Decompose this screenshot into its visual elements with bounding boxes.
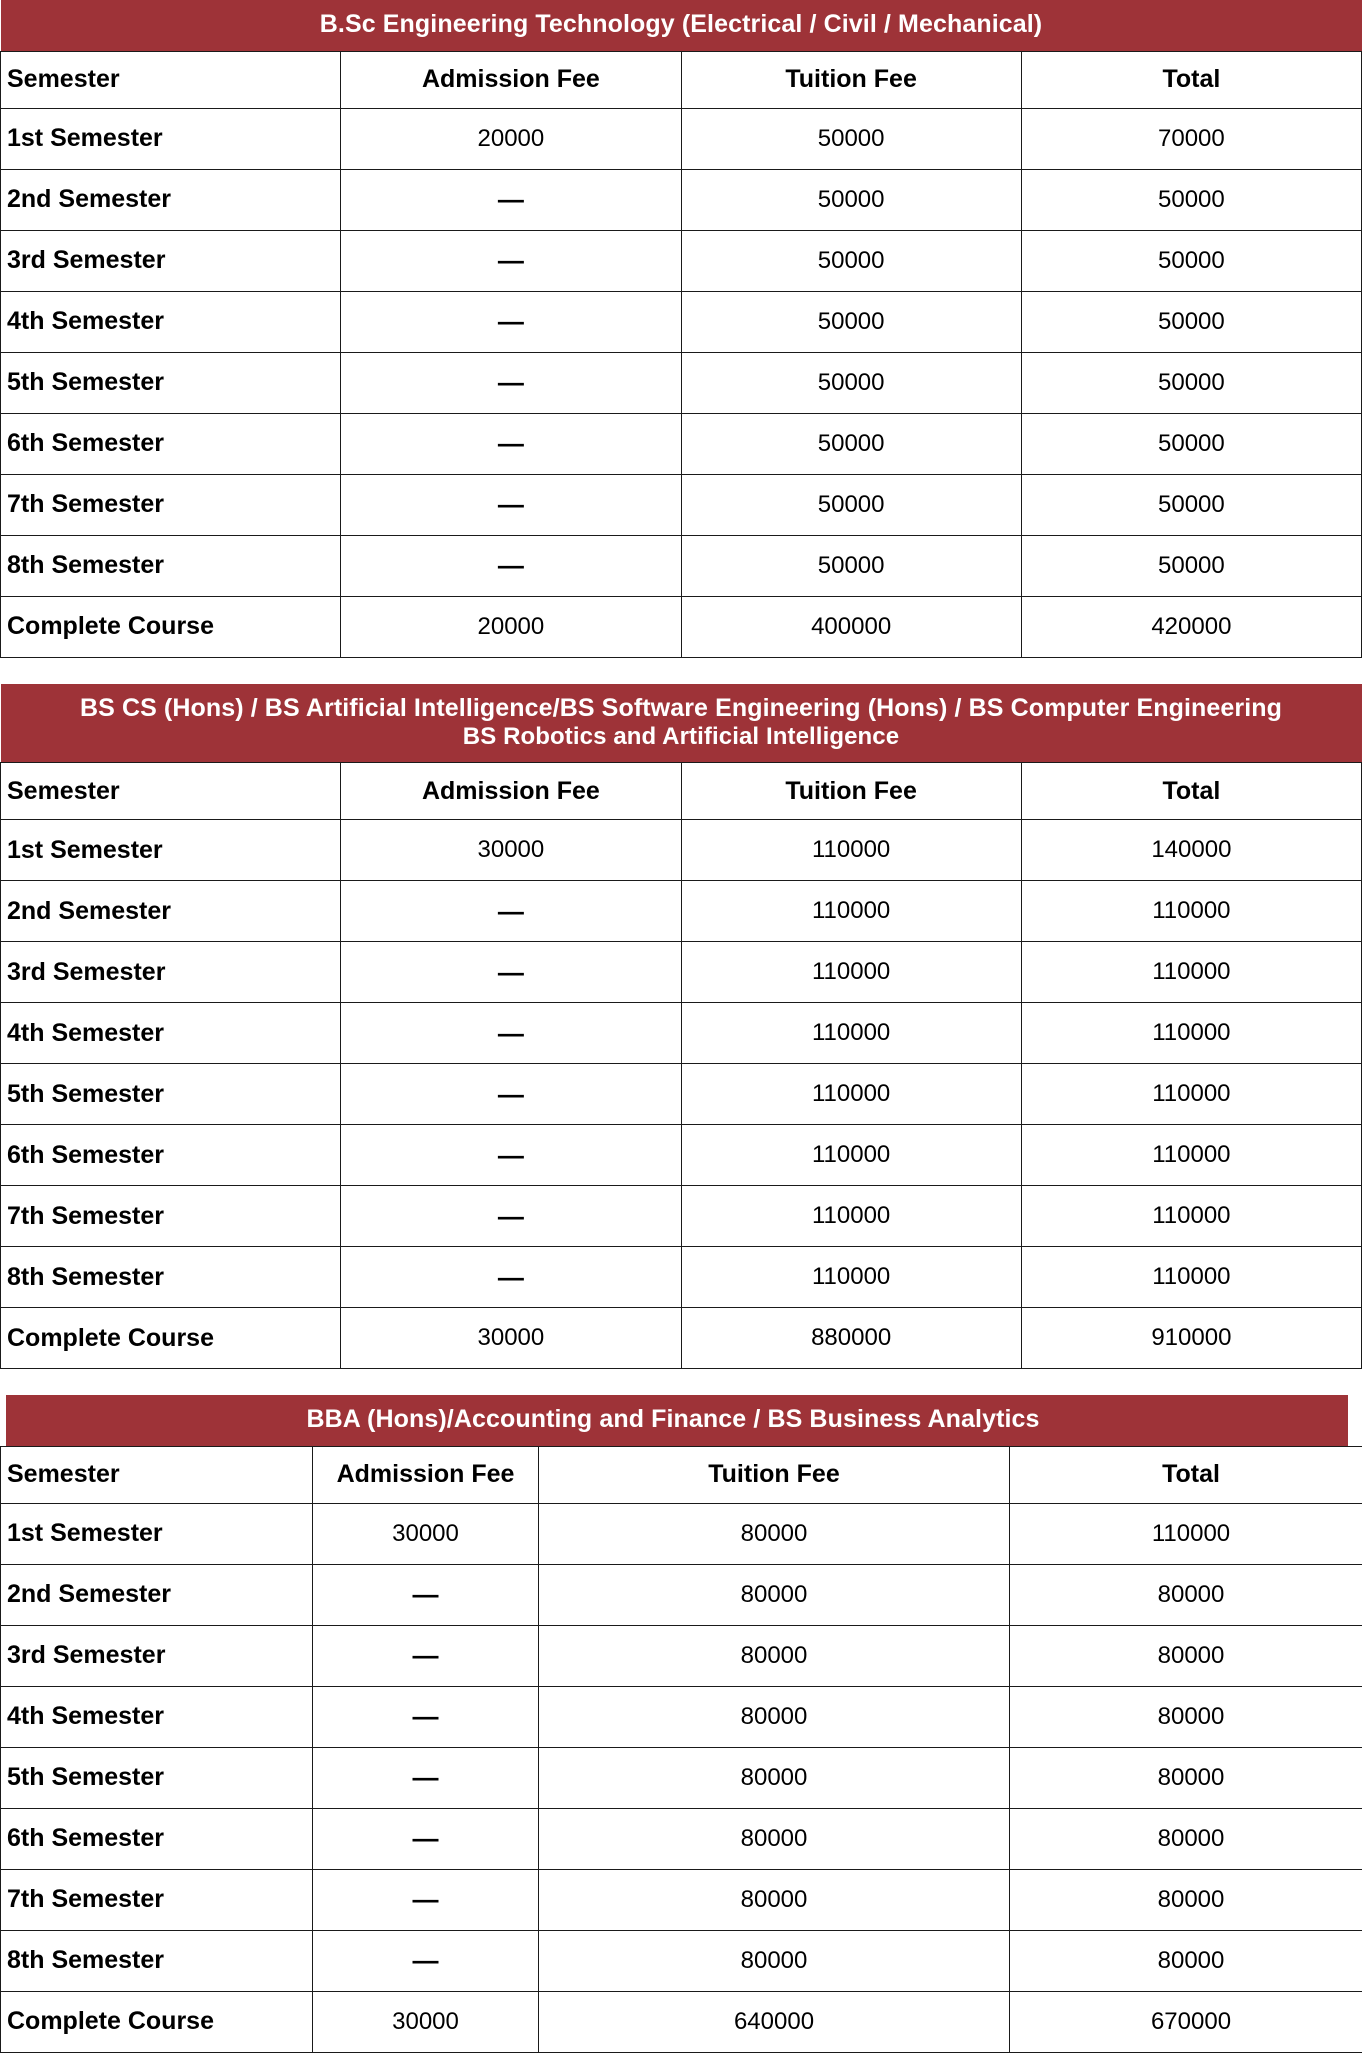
- cell-tuition-fee: 110000: [681, 942, 1021, 1003]
- cell-semester: 7th Semester: [1, 474, 341, 535]
- cell-semester: 5th Semester: [1, 352, 341, 413]
- table-row: [1, 1186, 1362, 1247]
- cell-tuition-fee: 110000: [681, 1003, 1021, 1064]
- cell-tuition-fee: 80000: [539, 1747, 1010, 1808]
- cell-total: 50000: [1021, 413, 1361, 474]
- cell-tuition-fee: 110000: [681, 881, 1021, 942]
- table-row: [1, 1808, 1362, 1869]
- cell-admission-fee: —: [341, 291, 681, 352]
- cell-total: 110000: [1021, 1003, 1361, 1064]
- table-row: [1, 1564, 1362, 1625]
- cell-total: 80000: [1010, 1747, 1362, 1808]
- cell-semester: 6th Semester: [1, 1808, 313, 1869]
- cell-admission-fee: —: [313, 1686, 539, 1747]
- cell-admission-fee: —: [341, 1064, 681, 1125]
- table-row: [1, 535, 1362, 596]
- cell-tuition-fee: 50000: [681, 230, 1021, 291]
- table-row: [1, 1930, 1362, 1991]
- cell-semester: 5th Semester: [1, 1747, 313, 1808]
- cell-semester: 1st Semester: [1, 108, 341, 169]
- fee-table-bs-cs-ai-se-ce-robotics: [0, 684, 1362, 1370]
- table-row: [1, 820, 1362, 881]
- cell-tuition-fee: 110000: [681, 1247, 1021, 1308]
- table-banner-title-line2: BS Robotics and Artificial Intelligence: [7, 723, 1356, 751]
- column-header-total: Total: [1010, 1446, 1362, 1503]
- cell-semester: 8th Semester: [1, 1247, 341, 1308]
- cell-tuition-fee: 80000: [539, 1686, 1010, 1747]
- cell-admission-fee: —: [341, 1186, 681, 1247]
- column-header-semester: Semester: [1, 763, 341, 820]
- cell-admission-fee: —: [313, 1808, 539, 1869]
- cell-tuition-fee: 80000: [539, 1930, 1010, 1991]
- table-row: [1, 1003, 1362, 1064]
- cell-total: 50000: [1021, 230, 1361, 291]
- table-row: [1, 1625, 1362, 1686]
- cell-tuition-fee: 110000: [681, 1064, 1021, 1125]
- table-banner-title-line1: BS CS (Hons) / BS Artificial Intelligence/BS Software Engineering (Hons) / BS Computer Engineering: [80, 694, 1282, 722]
- table-row-complete-course: [1, 596, 1362, 657]
- cell-tuition-fee: 50000: [681, 352, 1021, 413]
- table-row-complete-course: [1, 1991, 1362, 2052]
- table-banner-row: [1, 684, 1362, 763]
- cell-semester: 6th Semester: [1, 1125, 341, 1186]
- cell-admission-fee: —: [341, 169, 681, 230]
- cell-semester: 3rd Semester: [1, 942, 341, 1003]
- cell-admission-fee: —: [341, 413, 681, 474]
- table-row: [1, 1125, 1362, 1186]
- cell-admission-fee: 30000: [341, 820, 681, 881]
- table-header-row: [1, 1446, 1362, 1503]
- column-header-total: Total: [1021, 51, 1361, 108]
- cell-total: 50000: [1021, 169, 1361, 230]
- cell-total: 110000: [1021, 1125, 1361, 1186]
- cell-total: 50000: [1021, 352, 1361, 413]
- table-gap-divider: [0, 1369, 1362, 1395]
- cell-tuition-fee: 640000: [539, 1991, 1010, 2052]
- cell-tuition-fee: 110000: [681, 820, 1021, 881]
- table-row: [1, 1247, 1362, 1308]
- cell-total: 80000: [1010, 1686, 1362, 1747]
- cell-total: 110000: [1021, 942, 1361, 1003]
- table-header-row: [1, 763, 1362, 820]
- cell-semester: 6th Semester: [1, 413, 341, 474]
- column-header-semester: Semester: [1, 1446, 313, 1503]
- table-row: [1, 169, 1362, 230]
- cell-total: 420000: [1021, 596, 1361, 657]
- cell-tuition-fee: 400000: [681, 596, 1021, 657]
- cell-semester: 4th Semester: [1, 1686, 313, 1747]
- table-row: [1, 413, 1362, 474]
- table-banner-title: B.Sc Engineering Technology (Electrical / Civil / Mechanical): [1, 0, 1362, 51]
- cell-total: 910000: [1021, 1308, 1361, 1369]
- cell-total: 80000: [1010, 1930, 1362, 1991]
- cell-admission-fee: —: [313, 1747, 539, 1808]
- cell-tuition-fee: 50000: [681, 108, 1021, 169]
- cell-total: 80000: [1010, 1625, 1362, 1686]
- cell-total: 110000: [1021, 881, 1361, 942]
- cell-semester: 3rd Semester: [1, 230, 341, 291]
- cell-semester: 3rd Semester: [1, 1625, 313, 1686]
- cell-semester: 1st Semester: [1, 820, 341, 881]
- cell-admission-fee: 30000: [313, 1503, 539, 1564]
- table-row: [1, 1503, 1362, 1564]
- column-header-admission-fee: Admission Fee: [341, 763, 681, 820]
- cell-admission-fee: 30000: [313, 1991, 539, 2052]
- column-header-semester: Semester: [1, 51, 341, 108]
- cell-total: 110000: [1010, 1503, 1362, 1564]
- cell-admission-fee: —: [341, 535, 681, 596]
- table-gap-divider: [0, 658, 1362, 684]
- cell-tuition-fee: 80000: [539, 1564, 1010, 1625]
- table-header-row: [1, 51, 1362, 108]
- cell-admission-fee: —: [341, 1125, 681, 1186]
- cell-total: 70000: [1021, 108, 1361, 169]
- cell-tuition-fee: 50000: [681, 535, 1021, 596]
- table-row: [1, 1869, 1362, 1930]
- cell-semester: Complete Course: [1, 1991, 313, 2052]
- cell-semester: Complete Course: [1, 596, 341, 657]
- cell-semester: 1st Semester: [1, 1503, 313, 1564]
- cell-tuition-fee: 110000: [681, 1186, 1021, 1247]
- table-row: [1, 230, 1362, 291]
- cell-total: 140000: [1021, 820, 1361, 881]
- table-row: [1, 1747, 1362, 1808]
- column-header-total: Total: [1021, 763, 1361, 820]
- cell-semester: 7th Semester: [1, 1869, 313, 1930]
- cell-admission-fee: 20000: [341, 596, 681, 657]
- cell-semester: 7th Semester: [1, 1186, 341, 1247]
- cell-total: 110000: [1021, 1064, 1361, 1125]
- cell-total: 80000: [1010, 1564, 1362, 1625]
- cell-tuition-fee: 50000: [681, 474, 1021, 535]
- column-header-tuition-fee: Tuition Fee: [681, 763, 1021, 820]
- cell-semester: 5th Semester: [1, 1064, 341, 1125]
- cell-semester: 2nd Semester: [1, 169, 341, 230]
- table-row: [1, 1064, 1362, 1125]
- cell-admission-fee: —: [341, 1003, 681, 1064]
- cell-semester: 8th Semester: [1, 535, 341, 596]
- column-header-tuition-fee: Tuition Fee: [681, 51, 1021, 108]
- table-row: [1, 942, 1362, 1003]
- table-banner-title: BBA (Hons)/Accounting and Finance / BS Business Analytics: [6, 1395, 1348, 1446]
- cell-total: 110000: [1021, 1247, 1361, 1308]
- cell-admission-fee: 30000: [341, 1308, 681, 1369]
- cell-admission-fee: 20000: [341, 108, 681, 169]
- cell-tuition-fee: 880000: [681, 1308, 1021, 1369]
- cell-tuition-fee: 50000: [681, 291, 1021, 352]
- cell-semester: 2nd Semester: [1, 881, 341, 942]
- fee-table-bsc-engineering-technology: [0, 0, 1362, 658]
- cell-tuition-fee: 80000: [539, 1808, 1010, 1869]
- cell-admission-fee: —: [313, 1564, 539, 1625]
- table-row: [1, 291, 1362, 352]
- cell-admission-fee: —: [341, 942, 681, 1003]
- cell-semester: 2nd Semester: [1, 1564, 313, 1625]
- table-row-complete-course: [1, 1308, 1362, 1369]
- cell-admission-fee: —: [341, 1247, 681, 1308]
- table-row: [1, 1686, 1362, 1747]
- cell-total: 80000: [1010, 1808, 1362, 1869]
- fee-table-bba-accounting-finance-business-analytics: [0, 1446, 1362, 2053]
- table-row: [1, 881, 1362, 942]
- table-row: [1, 352, 1362, 413]
- column-header-tuition-fee: Tuition Fee: [539, 1446, 1010, 1503]
- cell-tuition-fee: 80000: [539, 1869, 1010, 1930]
- cell-admission-fee: —: [341, 230, 681, 291]
- cell-admission-fee: —: [341, 474, 681, 535]
- cell-tuition-fee: 50000: [681, 413, 1021, 474]
- table-row: [1, 108, 1362, 169]
- cell-semester: 4th Semester: [1, 291, 341, 352]
- cell-admission-fee: —: [313, 1930, 539, 1991]
- table-row: [1, 474, 1362, 535]
- cell-total: 50000: [1021, 474, 1361, 535]
- column-header-admission-fee: Admission Fee: [313, 1446, 539, 1503]
- column-header-admission-fee: Admission Fee: [341, 51, 681, 108]
- cell-total: 50000: [1021, 291, 1361, 352]
- cell-total: 50000: [1021, 535, 1361, 596]
- cell-tuition-fee: 110000: [681, 1125, 1021, 1186]
- cell-semester: 8th Semester: [1, 1930, 313, 1991]
- cell-tuition-fee: 80000: [539, 1503, 1010, 1564]
- cell-total: 110000: [1021, 1186, 1361, 1247]
- cell-semester: 4th Semester: [1, 1003, 341, 1064]
- table-banner-title: [1, 684, 1362, 763]
- cell-admission-fee: —: [313, 1869, 539, 1930]
- cell-admission-fee: —: [341, 881, 681, 942]
- cell-semester: Complete Course: [1, 1308, 341, 1369]
- cell-admission-fee: —: [313, 1625, 539, 1686]
- table-banner-row: [6, 1395, 1348, 1446]
- cell-total: 670000: [1010, 1991, 1362, 2052]
- cell-tuition-fee: 80000: [539, 1625, 1010, 1686]
- cell-tuition-fee: 50000: [681, 169, 1021, 230]
- table-banner-row: [1, 0, 1362, 51]
- cell-admission-fee: —: [341, 352, 681, 413]
- cell-total: 80000: [1010, 1869, 1362, 1930]
